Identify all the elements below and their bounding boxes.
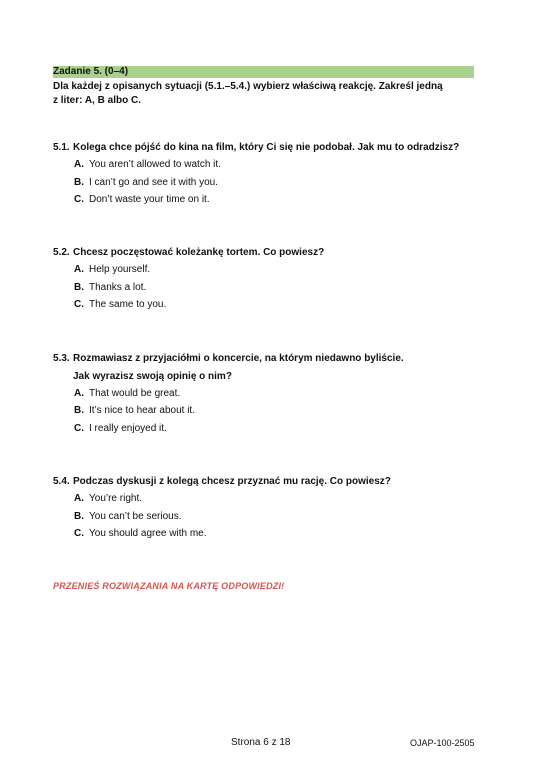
option-5-4-c[interactable] (74, 528, 207, 540)
question-text: Podczas dyskusji z kolegą chcesz przyznać mu rację. Co powiesz? (73, 476, 391, 487)
option-letter: C. (74, 528, 84, 539)
option-text: Help yourself. (89, 264, 151, 275)
option-text: You can’t be serious. (89, 511, 182, 522)
option-5-2-b[interactable] (74, 282, 146, 294)
question-text: Kolega chce pójść do kina na film, który Ci się nie podobał. Jak mu to odradzisz? (73, 142, 460, 153)
option-text: It’s nice to hear about it. (89, 405, 195, 416)
question-5-3 (53, 352, 493, 384)
option-text: That would be great. (89, 388, 181, 399)
question-number: 5.2. (53, 247, 70, 258)
question-number: 5.3. (53, 353, 70, 364)
page-number: Strona 6 z 18 (231, 737, 291, 748)
option-letter: B. (74, 405, 84, 416)
question-number: 5.4. (53, 476, 70, 487)
option-text: You aren’t allowed to watch it. (89, 159, 221, 170)
option-text: Don’t waste your time on it. (89, 194, 210, 205)
option-5-1-a[interactable] (74, 159, 221, 171)
option-5-3-c[interactable] (74, 423, 167, 435)
question-text-continued: Jak wyrazisz swoją opinię o nim? (73, 371, 232, 382)
question-5-4 (53, 475, 493, 489)
question-text: Rozmawiasz z przyjaciółmi o koncercie, na którym niedawno byliście. (73, 353, 404, 364)
option-letter: B. (74, 511, 84, 522)
option-letter: B. (74, 177, 84, 188)
transfer-answers-note: PRZENIEŚ ROZWIĄZANIA NA KARTĘ ODPOWIEDZI! (53, 581, 285, 591)
option-letter: C. (74, 423, 84, 434)
instruction-line-1: Dla każdej z opisanych sytuacji (5.1.–5.4.) wybierz właściwą reakcję. Zakreśl jedną (53, 81, 443, 92)
option-text: I can’t go and see it with you. (89, 177, 218, 188)
option-letter: C. (74, 194, 84, 205)
question-text: Chcesz poczęstować koleżankę tortem. Co powiesz? (73, 247, 325, 258)
option-5-4-a[interactable] (74, 493, 142, 505)
question-number: 5.1. (53, 142, 70, 153)
option-5-1-c[interactable] (74, 194, 210, 206)
option-5-2-a[interactable] (74, 264, 150, 276)
option-text: I really enjoyed it. (89, 423, 167, 434)
option-text: Thanks a lot. (89, 282, 147, 293)
option-5-3-b[interactable] (74, 405, 195, 417)
option-5-4-b[interactable] (74, 511, 181, 523)
task-instruction (53, 80, 483, 108)
option-5-1-b[interactable] (74, 177, 218, 189)
option-letter: B. (74, 282, 84, 293)
option-letter: C. (74, 299, 84, 310)
option-text: You should agree with me. (89, 528, 207, 539)
option-text: You’re right. (89, 493, 142, 504)
option-letter: A. (74, 159, 84, 170)
exam-code: OJAP-100-2505 (410, 738, 475, 748)
option-5-2-c[interactable] (74, 299, 166, 311)
option-letter: A. (74, 264, 84, 275)
task-header (53, 66, 474, 78)
option-5-3-a[interactable] (74, 388, 180, 400)
question-5-1 (53, 141, 493, 155)
option-letter: A. (74, 388, 84, 399)
option-letter: A. (74, 493, 84, 504)
option-text: The same to you. (89, 299, 167, 310)
question-5-2 (53, 246, 493, 260)
instruction-line-2: z liter: A, B albo C. (53, 95, 141, 106)
task-title: Zadanie 5. (0–4) (53, 66, 129, 77)
